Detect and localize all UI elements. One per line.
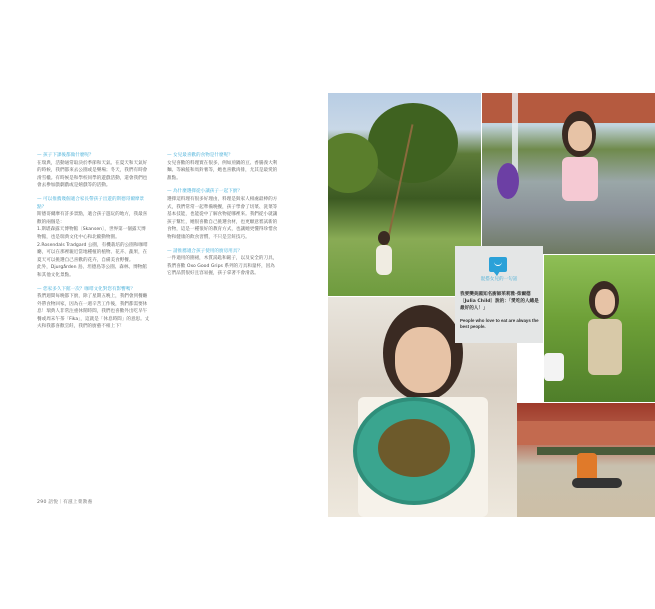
question-4: — 女兒最喜歡的食物是什麼呢？ (167, 153, 233, 158)
photo-girl-with-net (544, 255, 655, 402)
answer-2: 斯德哥爾摩有許多景點，適合孩子遊玩的地方，我最喜歡的兩個是： 1.斯堪森露天博物館〔Skansen〕，世界第一個露天博物館，也是瑞典文化中心和北歐動物園。 2.Rosendals Tradgard 公園，有機栽培的公園和咖啡廳，可以在那裡親近當地種植的植物、花卉、蔬果，在夏天可以挑選自己喜歡的花卉，自備美食野餐。 此外，Djurgården 島、坦德島等公園、森林、博物館和其他文化景點。 (37, 212, 148, 278)
answer-5: 選擇這料理有很多好理由，料理是與家人相處最棒的方式，我們常常一起準備晚餐，孩子學會了切菜、洗菜等基本技能，也能從中了解食物從哪裡來。我們從小就讓孩子幫忙，她很喜歡自己挑選食材，也更願意嘗試新的食物，這是一種很好的教育方式，也讓她更懂得珍惜食物和健康的飲食習慣，不只是烹飪技巧。 (167, 196, 278, 240)
quote-english: People who love to eat are always the best people. (460, 318, 539, 330)
question-2: — 可以推薦幾個適合家長帶孩子出遊的斯德哥爾摩景點？ (37, 196, 145, 210)
answer-3: 我們週間每晚都下廚，除了星期五晚上，我們會到餐廳外帶食物回家，因為在一週辛苦工作後，我們都需要休息！瑞典人非常注重休閒時間，我們也喜歡外出吃早午餐或周末午茶「Fika」，這就是「休息時間」的意思。丈夫和我都喜歡烹飪，我們的廚藝不相上下！ (37, 294, 150, 330)
question-1: — 孩子下課後都做什麼呢？ (37, 153, 94, 158)
page-folio: 290 語悅｜有滋上菜教養 (37, 500, 93, 505)
answer-4: 女兒喜歡的料理實在很多，例如煎鍋的豆、香腸義大利麵、等麻鮭和馬鈴薯等，她也喜歡肉排，尤其是最愛的甜點。 (167, 160, 278, 181)
question-3: — 您家多久下館一次？咖啡文化對您有影響嗎？ (37, 286, 135, 292)
speech-bubble-icon (489, 257, 507, 272)
answer-6: 一件適用的圍裙，木質湯匙和鏟子，以及安全的刀具，我們喜歡 Oxo Good Grips 系列的刀具和量杯，因為它們品質很好且容易握，孩子拿著不會滑落。 (167, 256, 278, 277)
quote-chinese: 我要變美國知名廚師茱莉雅·柴爾德〔Julia Child〕說的：「愛吃的人總是最好的人！」 (460, 292, 539, 311)
text-column-2 (167, 152, 279, 278)
answer-1: 在瑞典，活動通常取決於季節和天氣。在夏天和天氣好的時候，我們都來去公園或是樂場；冬天，我們有時會滑雪橇。有時候是和學校同學的遊戲活動，還會我們也會去參加戲劇戲或是嬉戲等的活動。 (37, 160, 148, 189)
photo-child-on-swing (517, 403, 655, 517)
question-5: — 為什麼選擇從小讓孩子一起下廚？ (167, 189, 242, 195)
quote-box (455, 246, 543, 343)
quote-title: 混搭女兒的一句話 (480, 277, 518, 282)
photo-girl-at-fountain (482, 93, 655, 254)
question-6: — 請推薦適合孩子使用的廚房用具？ (167, 248, 242, 254)
text-column-1 (37, 152, 150, 331)
